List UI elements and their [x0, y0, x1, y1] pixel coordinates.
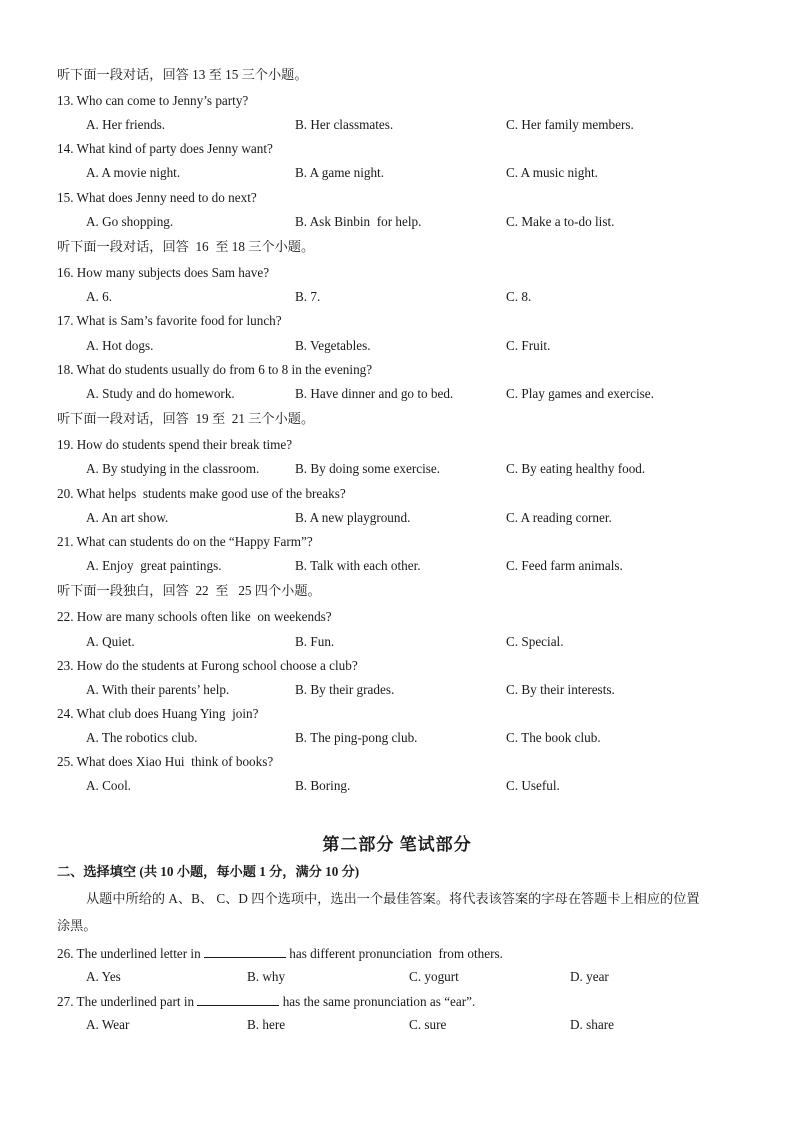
option-b: B. Her classmates. — [295, 117, 394, 132]
option-a: A. 6. — [86, 289, 113, 304]
question-stem: 14. What kind of party does Jenny want? — [57, 141, 273, 156]
part-two-title: 第二部分 笔试部分 — [322, 835, 472, 854]
option-c: C. By their interests. — [506, 682, 615, 697]
option-a: A. Study and do homework. — [86, 386, 235, 401]
section-instruction: 从题中所给的 A、B、 C、D 四个选项中，选出一个最佳答案。将代表该答案的字母在答题卡上相应的位置 — [86, 891, 700, 906]
option-c: C. Fruit. — [506, 338, 551, 353]
stem-text: has different pronunciation from others. — [285, 946, 503, 961]
question-stem: 22. How are many schools often like on weekends? — [57, 609, 332, 624]
option-b: B. By doing some exercise. — [295, 461, 441, 476]
option-d: D. share — [570, 1017, 614, 1032]
option-a: A. Enjoy great paintings. — [86, 558, 222, 573]
answer-blank — [197, 993, 279, 1006]
question-stem: 20. What helps students make good use of the breaks? — [57, 486, 346, 501]
option-c: C. Useful. — [506, 778, 560, 793]
listening-instruction: 听下面一段对话，回答 16 至 18 三个小题。 — [57, 239, 315, 254]
question-stem: 24. What club does Huang Ying join? — [57, 706, 259, 721]
question-stem — [57, 945, 503, 962]
option-c: C. Feed farm animals. — [506, 558, 623, 573]
option-b: B. Vegetables. — [295, 338, 371, 353]
question-stem: 25. What does Xiao Hui think of books? — [57, 754, 274, 769]
option-c: C. The book club. — [506, 730, 601, 745]
option-b: B. Talk with each other. — [295, 558, 421, 573]
option-c: C. 8. — [506, 289, 532, 304]
option-c: C. Special. — [506, 634, 564, 649]
option-c: C. Her family members. — [506, 117, 634, 132]
section-title: 二、选择填空 (共 10 小题，每小题 1 分，满分 10 分) — [57, 864, 360, 879]
listening-instruction: 听下面一段对话，回答 13 至 15 三个小题。 — [57, 67, 308, 82]
question-stem: 15. What does Jenny need to do next? — [57, 190, 257, 205]
listening-instruction: 听下面一段对话，回答 19 至 21 三个小题。 — [57, 411, 315, 426]
option-c: C. A reading corner. — [506, 510, 612, 525]
option-b: B. Boring. — [295, 778, 351, 793]
stem-text: 27. The underlined part in — [57, 994, 198, 1009]
answer-blank — [204, 945, 286, 958]
option-b: B. Have dinner and go to bed. — [295, 386, 454, 401]
option-b: B. why — [247, 969, 286, 984]
option-a: A. With their parents’ help. — [86, 682, 230, 697]
option-c: C. Play games and exercise. — [506, 386, 654, 401]
stem-text: 26. The underlined letter in — [57, 946, 204, 961]
question-stem — [57, 993, 475, 1010]
stem-text: has the same pronunciation as “ear”. — [279, 994, 476, 1009]
question-stem: 18. What do students usually do from 6 to 8 in the evening? — [57, 362, 373, 377]
option-b: B. Ask Binbin for help. — [295, 214, 422, 229]
question-stem: 19. How do students spend their break time? — [57, 437, 293, 452]
option-c: C. yogurt — [409, 969, 459, 984]
option-b: B. By their grades. — [295, 682, 395, 697]
option-a: A. The robotics club. — [86, 730, 198, 745]
option-b: B. 7. — [295, 289, 321, 304]
option-a: A. Wear — [86, 1017, 130, 1032]
option-a: A. Her friends. — [86, 117, 166, 132]
option-b: B. here — [247, 1017, 286, 1032]
option-a: A. A movie night. — [86, 165, 181, 180]
option-c: C. By eating healthy food. — [506, 461, 646, 476]
option-c: C. A music night. — [506, 165, 598, 180]
question-stem: 21. What can students do on the “Happy Farm”? — [57, 534, 313, 549]
option-a: A. Hot dogs. — [86, 338, 154, 353]
option-b: B. Fun. — [295, 634, 335, 649]
section-instruction-continued: 涂黑。 — [57, 918, 97, 933]
option-a: A. An art show. — [86, 510, 169, 525]
question-stem: 23. How do the students at Furong school choose a club? — [57, 658, 358, 673]
option-a: A. Go shopping. — [86, 214, 174, 229]
option-a: A. Cool. — [86, 778, 132, 793]
question-stem: 16. How many subjects does Sam have? — [57, 265, 270, 280]
option-c: C. sure — [409, 1017, 447, 1032]
option-a: A. Quiet. — [86, 634, 135, 649]
option-a: A. Yes — [86, 969, 121, 984]
option-b: B. The ping-pong club. — [295, 730, 418, 745]
option-b: B. A new playground. — [295, 510, 411, 525]
option-b: B. A game night. — [295, 165, 385, 180]
question-stem: 13. Who can come to Jenny’s party? — [57, 93, 249, 108]
question-stem: 17. What is Sam’s favorite food for lunch? — [57, 313, 282, 328]
option-c: C. Make a to-do list. — [506, 214, 615, 229]
option-a: A. By studying in the classroom. — [86, 461, 260, 476]
option-d: D. year — [570, 969, 609, 984]
listening-instruction: 听下面一段独白，回答 22 至 25 四个小题。 — [57, 583, 321, 598]
